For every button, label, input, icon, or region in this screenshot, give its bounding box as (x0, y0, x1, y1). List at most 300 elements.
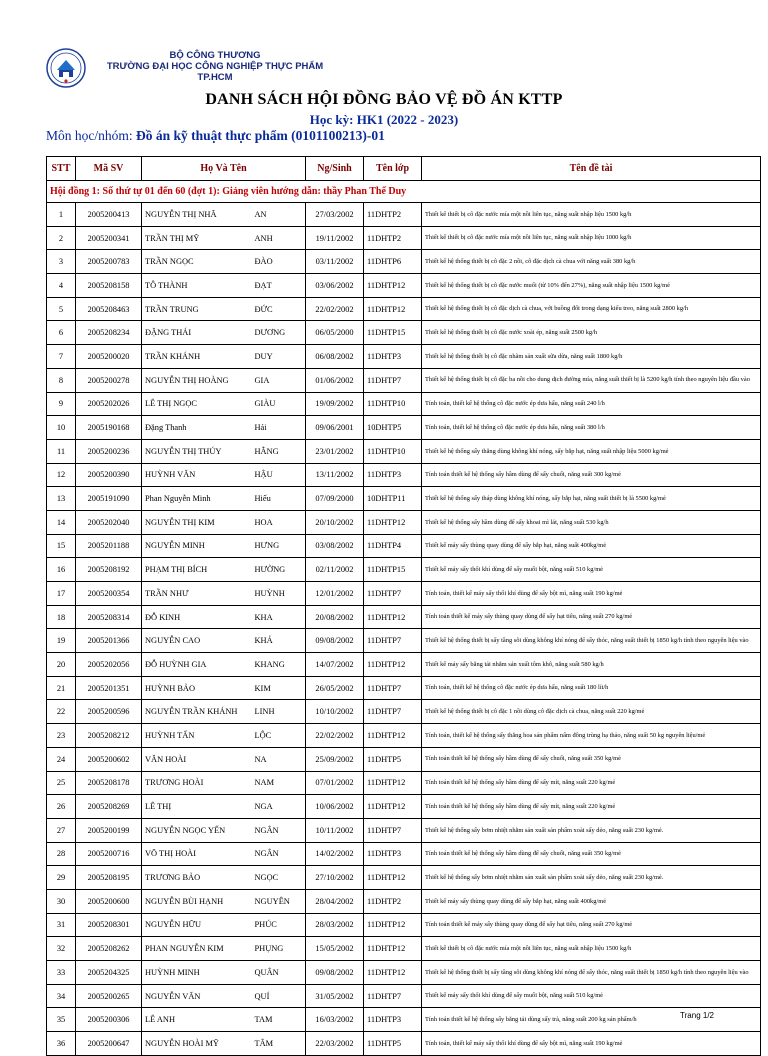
row-class: 11DHTP12 (364, 274, 422, 298)
row-given-name: NA (252, 747, 306, 771)
table-row (47, 250, 761, 274)
row-given-name: NAM (252, 771, 306, 795)
row-stt: 10 (47, 416, 76, 440)
row-dob: 23/01/2002 (306, 439, 364, 463)
row-given-name: HẬU (252, 463, 306, 487)
row-topic: Tính toán thiết kế hệ thống sấy hầm dùng để sấy mít, năng suất 220 kg/mẻ (422, 771, 761, 795)
row-stt: 8 (47, 368, 76, 392)
col-stt: STT (47, 157, 76, 181)
row-topic: Thiết kế hệ thống thiết bị cô đặc 1 nồi dùng cô đặc dịch cà chua, năng suất 220 kg/mẻ (422, 700, 761, 724)
document-title: DANH SÁCH HỘI ĐỒNG BẢO VỆ ĐỒ ÁN KTTP (205, 91, 563, 108)
row-topic: Thiết kế hệ thống thiết bị sấy tầng sôi dùng không khí nóng để sấy thóc, năng suất thiết bị 1850 kg/h tính theo nguyên liệu vào (422, 629, 761, 653)
row-student-id: 2005208158 (76, 274, 142, 298)
row-class: 11DHTP12 (364, 961, 422, 985)
row-stt: 31 (47, 913, 76, 937)
row-given-name: LỘC (252, 724, 306, 748)
row-student-id: 2005202026 (76, 392, 142, 416)
row-surname: ĐỖ HUỲNH GIA (142, 653, 252, 677)
row-given-name: LINH (252, 700, 306, 724)
row-student-id: 2005200306 (76, 1008, 142, 1032)
row-surname: HUỲNH TẤN (142, 724, 252, 748)
row-given-name: HUỲNH (252, 582, 306, 606)
table-row (47, 203, 761, 227)
row-class: 11DHTP12 (364, 795, 422, 819)
row-student-id: 2005202056 (76, 653, 142, 677)
table-row (47, 984, 761, 1008)
row-dob: 22/02/2002 (306, 297, 364, 321)
row-given-name: HƯỜNG (252, 558, 306, 582)
row-stt: 16 (47, 558, 76, 582)
organization-header (95, 50, 335, 83)
row-surname: TÔ THÀNH (142, 274, 252, 298)
col-ngsinh: Ng/Sinh (306, 157, 364, 181)
row-stt: 22 (47, 700, 76, 724)
row-stt: 12 (47, 463, 76, 487)
row-given-name: TÂM (252, 1032, 306, 1056)
table-row (47, 345, 761, 369)
row-given-name: KHẢ (252, 629, 306, 653)
row-student-id: 2005208301 (76, 913, 142, 937)
row-stt: 34 (47, 984, 76, 1008)
row-surname: LÊ ANH (142, 1008, 252, 1032)
col-de-tai: Tên đề tài (422, 157, 761, 181)
row-given-name: ĐÀO (252, 250, 306, 274)
course-value: Đồ án kỹ thuật thực phẩm (0101100213)-01 (136, 128, 385, 143)
row-student-id: 2005208178 (76, 771, 142, 795)
table-row (47, 392, 761, 416)
row-topic: Thiết kế hệ thống thiết bị cô đặc ba nồi cho dung dịch đường mía, năng suất thiết bị là 5200 kg/h tính theo nguyên liệu đầu vào (422, 368, 761, 392)
col-ma-sv: Mã SV (76, 157, 142, 181)
table-row (47, 463, 761, 487)
row-class: 11DHTP12 (364, 605, 422, 629)
row-student-id: 2005200354 (76, 582, 142, 606)
row-dob: 03/08/2002 (306, 534, 364, 558)
table-row (47, 700, 761, 724)
row-given-name: HOA (252, 510, 306, 534)
row-surname: NGUYỄN HỮU (142, 913, 252, 937)
row-dob: 06/05/2000 (306, 321, 364, 345)
row-student-id: 2005200390 (76, 463, 142, 487)
row-surname: HUỲNH VĂN (142, 463, 252, 487)
row-surname: TRƯƠNG HOÀI (142, 771, 252, 795)
row-surname: TRẦN THỊ MỸ (142, 226, 252, 250)
row-given-name: NGỌC (252, 866, 306, 890)
row-dob: 09/08/2002 (306, 961, 364, 985)
table-row (47, 226, 761, 250)
row-class: 11DHTP2 (364, 226, 422, 250)
row-surname: TRẦN NHƯ (142, 582, 252, 606)
row-student-id: 2005201351 (76, 676, 142, 700)
row-dob: 01/06/2002 (306, 368, 364, 392)
row-given-name: GIÀU (252, 392, 306, 416)
row-topic: Thiết kế thiết bị cô đặc nước mía một nồi liên tục, năng suất nhập liệu 1500 kg/h (422, 203, 761, 227)
row-topic: Tính toán, thiết kế hệ thống cô đặc nước ép dưa hấu, năng suất 180 lít/h (422, 676, 761, 700)
row-class: 11DHTP2 (364, 203, 422, 227)
row-dob: 16/03/2002 (306, 1008, 364, 1032)
row-given-name: KHANG (252, 653, 306, 677)
row-given-name: NGÂN (252, 818, 306, 842)
row-topic: Thiết kế thiết bị cô đặc nước mía một nồi liên tục, năng suất nhập liệu 1000 kg/h (422, 226, 761, 250)
row-surname: VÕ THỊ HOÀI (142, 842, 252, 866)
row-surname: NGUYỄN TRẦN KHÁNH (142, 700, 252, 724)
row-surname: NGUYỄN THỊ HOÀNG (142, 368, 252, 392)
row-class: 11DHTP12 (364, 510, 422, 534)
table-row (47, 605, 761, 629)
row-student-id: 2005201366 (76, 629, 142, 653)
row-class: 11DHTP6 (364, 250, 422, 274)
row-student-id: 2005200199 (76, 818, 142, 842)
row-dob: 27/10/2002 (306, 866, 364, 890)
row-surname: ĐỖ KINH (142, 605, 252, 629)
row-class: 11DHTP7 (364, 629, 422, 653)
row-dob: 25/09/2002 (306, 747, 364, 771)
row-student-id: 2005208195 (76, 866, 142, 890)
row-stt: 14 (47, 510, 76, 534)
row-dob: 14/07/2002 (306, 653, 364, 677)
row-student-id: 2005200278 (76, 368, 142, 392)
row-surname: LÊ THỊ NGỌC (142, 392, 252, 416)
university-name: TRƯỜNG ĐẠI HỌC CÔNG NGHIỆP THỰC PHẨM TP.HCM (106, 61, 324, 83)
row-topic: Tính toán, thiết kế hệ thống cô đặc nước ép dưa hấu, năng suất 240 l/h (422, 392, 761, 416)
row-student-id: 2005200783 (76, 250, 142, 274)
table-row (47, 582, 761, 606)
row-student-id: 2005200602 (76, 747, 142, 771)
row-dob: 02/11/2002 (306, 558, 364, 582)
row-class: 11DHTP5 (364, 747, 422, 771)
row-class: 11DHTP12 (364, 724, 422, 748)
row-surname: VĂN HOÀI (142, 747, 252, 771)
row-stt: 4 (47, 274, 76, 298)
row-surname: NGUYỄN VĂN (142, 984, 252, 1008)
row-given-name: QUÂN (252, 961, 306, 985)
row-topic: Thiết kế hệ thống thiết bị sấy tầng sôi dùng không khí nóng để sấy thóc, năng suất thiết bị 1850 kg/h tính theo nguyên liệu vào (422, 961, 761, 985)
col-ho-ten: Họ Và Tên (142, 157, 306, 181)
table-row (47, 368, 761, 392)
row-dob: 22/03/2002 (306, 1032, 364, 1056)
row-topic: Tính toán thiết kế máy sấy thùng quay dùng để sấy hạt tiêu, năng suất 270 kg/mẻ (422, 913, 761, 937)
row-dob: 10/10/2002 (306, 700, 364, 724)
row-dob: 09/08/2002 (306, 629, 364, 653)
row-topic: Thiết kế hệ thống thiết bị cô đặc 2 nồi, cô đặc dịch cà chua với năng suất 380 kg/h (422, 250, 761, 274)
row-stt: 32 (47, 937, 76, 961)
row-class: 11DHTP3 (364, 842, 422, 866)
row-surname: TRƯƠNG BẢO (142, 866, 252, 890)
table-row (47, 297, 761, 321)
row-topic: Thiết kế hệ thống thiết bị cô đặc nước xoài ép, năng suất 2500 kg/h (422, 321, 761, 345)
row-student-id: 2005204325 (76, 961, 142, 985)
col-lop: Tên lớp (364, 157, 422, 181)
row-given-name: KIM (252, 676, 306, 700)
row-given-name: Hải (252, 416, 306, 440)
row-surname: PHẠM THỊ BÍCH (142, 558, 252, 582)
row-dob: 10/11/2002 (306, 818, 364, 842)
row-topic: Tính toán thiết kế hệ thống sấy hầm dùng để sấy chuối, năng suất 300 kg/mẻ (422, 463, 761, 487)
row-surname: ĐẶNG THÁI (142, 321, 252, 345)
row-student-id: 2005208463 (76, 297, 142, 321)
row-given-name: ĐỨC (252, 297, 306, 321)
row-stt: 1 (47, 203, 76, 227)
row-dob: 19/11/2002 (306, 226, 364, 250)
row-topic: Thiết kế hệ thống sấy bơm nhiệt nhằm sản xuất sản phẩm xoài sấy dẻo, năng suất 230 kg/mẻ. (422, 866, 761, 890)
table-row (47, 487, 761, 511)
row-student-id: 2005208314 (76, 605, 142, 629)
row-surname: PHAN NGUYỄN KIM (142, 937, 252, 961)
row-class: 11DHTP12 (364, 866, 422, 890)
row-student-id: 2005200236 (76, 439, 142, 463)
row-student-id: 2005202040 (76, 510, 142, 534)
row-dob: 10/06/2002 (306, 795, 364, 819)
row-dob: 03/06/2002 (306, 274, 364, 298)
table-row (47, 558, 761, 582)
row-given-name: HẰNG (252, 439, 306, 463)
row-class: 11DHTP7 (364, 984, 422, 1008)
row-topic: Tính toán thiết kế hệ thống sấy hầm dùng để sấy chuối, năng suất 350 kg/mẻ (422, 842, 761, 866)
row-surname: LÊ THỊ (142, 795, 252, 819)
row-surname: NGUYỄN THỊ KIM (142, 510, 252, 534)
table-row (47, 937, 761, 961)
row-class: 11DHTP12 (364, 937, 422, 961)
table-row (47, 818, 761, 842)
row-stt: 5 (47, 297, 76, 321)
row-class: 11DHTP15 (364, 558, 422, 582)
row-stt: 33 (47, 961, 76, 985)
table-row (47, 724, 761, 748)
course-line (46, 128, 385, 144)
row-given-name: ANH (252, 226, 306, 250)
row-student-id: 2005191090 (76, 487, 142, 511)
row-given-name: PHÚC (252, 913, 306, 937)
row-dob: 19/09/2002 (306, 392, 364, 416)
row-given-name: AN (252, 203, 306, 227)
row-class: 10DHTP11 (364, 487, 422, 511)
row-stt: 29 (47, 866, 76, 890)
row-dob: 28/03/2002 (306, 913, 364, 937)
table-row (47, 510, 761, 534)
table-row (47, 747, 761, 771)
row-given-name: NGA (252, 795, 306, 819)
row-class: 11DHTP3 (364, 345, 422, 369)
row-dob: 13/11/2002 (306, 463, 364, 487)
row-class: 11DHTP7 (364, 582, 422, 606)
row-given-name: Hiếu (252, 487, 306, 511)
row-stt: 25 (47, 771, 76, 795)
row-given-name: TAM (252, 1008, 306, 1032)
row-surname: NGUYỄN THỊ THÚY (142, 439, 252, 463)
row-class: 11DHTP12 (364, 771, 422, 795)
row-dob: 22/02/2002 (306, 724, 364, 748)
row-dob: 09/06/2001 (306, 416, 364, 440)
row-topic: Thiết kế hệ thống thiết bị cô đặc dịch cà chua, với buồng đốt trong dạng kiểu treo, năng suất 2800 kg/h (422, 297, 761, 321)
row-given-name: NGÂN (252, 842, 306, 866)
row-stt: 13 (47, 487, 76, 511)
table-row (47, 1008, 761, 1032)
table-row (47, 795, 761, 819)
university-logo-icon (46, 48, 86, 88)
row-stt: 7 (47, 345, 76, 369)
row-given-name: QUÍ (252, 984, 306, 1008)
row-given-name: DƯƠNG (252, 321, 306, 345)
row-topic: Thiết kế máy sấy thổi khí dùng để sấy muối bột, năng suất 510 kg/mẻ (422, 558, 761, 582)
row-topic: Tính toán thiết kế hệ thống sấy băng tải dùng sấy trà, năng suất 200 kg sản phẩm/h (422, 1008, 761, 1032)
row-class: 11DHTP12 (364, 913, 422, 937)
row-topic: Thiết kế thiết bị cô đặc nước mía một nồi liên tục, năng suất nhập liệu 1500 kg/h (422, 937, 761, 961)
row-class: 11DHTP2 (364, 889, 422, 913)
row-dob: 26/05/2002 (306, 676, 364, 700)
row-stt: 19 (47, 629, 76, 653)
row-topic: Thiết kế hệ thống thiết bị cô đặc nước muối (từ 10% đến 27%), năng suất nhập liệu 1500 kg/mẻ (422, 274, 761, 298)
row-dob: 27/03/2002 (306, 203, 364, 227)
table-header-row (47, 157, 761, 181)
row-dob: 20/10/2002 (306, 510, 364, 534)
row-student-id: 2005208212 (76, 724, 142, 748)
row-dob: 07/09/2000 (306, 487, 364, 511)
row-surname: HUỲNH MINH (142, 961, 252, 985)
row-stt: 15 (47, 534, 76, 558)
row-student-id: 2005208234 (76, 321, 142, 345)
row-class: 11DHTP5 (364, 1032, 422, 1056)
table-row (47, 961, 761, 985)
row-surname: NGUYỄN BÙI HẠNH (142, 889, 252, 913)
row-topic: Tính toán thiết kế hệ thống sấy hầm dùng để sấy mít, năng suất 220 kg/mẻ (422, 795, 761, 819)
row-student-id: 2005190168 (76, 416, 142, 440)
row-topic: Tính toán, thiết kế máy sấy thổi khí dùng để sấy bột mì, năng suất 190 kg/mẻ (422, 1032, 761, 1056)
row-student-id: 2005200020 (76, 345, 142, 369)
row-given-name: KHA (252, 605, 306, 629)
row-student-id: 2005200265 (76, 984, 142, 1008)
row-student-id: 2005208262 (76, 937, 142, 961)
table-row (47, 842, 761, 866)
row-dob: 03/11/2002 (306, 250, 364, 274)
table-row (47, 866, 761, 890)
row-stt: 24 (47, 747, 76, 771)
academic-term: Học kỳ: HK1 (2022 - 2023) (309, 112, 459, 127)
student-table (46, 156, 761, 1056)
row-given-name: DUY (252, 345, 306, 369)
row-class: 10DHTP5 (364, 416, 422, 440)
row-stt: 20 (47, 653, 76, 677)
row-topic: Tính toán, thiết kế hệ thống sấy thăng hoa sản phẩm nấm đông trùng hạ thảo, năng suất 50 kg nguyên liệu/mẻ (422, 724, 761, 748)
row-stt: 36 (47, 1032, 76, 1056)
row-stt: 35 (47, 1008, 76, 1032)
row-surname: Đặng Thanh (142, 416, 252, 440)
row-student-id: 2005200716 (76, 842, 142, 866)
row-given-name: HƯNG (252, 534, 306, 558)
table-row (47, 653, 761, 677)
row-stt: 26 (47, 795, 76, 819)
row-stt: 18 (47, 605, 76, 629)
table-row (47, 534, 761, 558)
table-row (47, 274, 761, 298)
row-class: 11DHTP7 (364, 368, 422, 392)
row-topic: Thiết kế hệ thống sấy tháp dùng không khí nóng, sấy bắp hạt, năng suất thiết bị là 5500 kg/mẻ (422, 487, 761, 511)
row-student-id: 2005200413 (76, 203, 142, 227)
row-dob: 07/01/2002 (306, 771, 364, 795)
row-surname: TRẦN KHÁNH (142, 345, 252, 369)
row-topic: Tính toán, thiết kế hệ thống cô đặc nước ép dưa hấu, năng suất 380 l/h (422, 416, 761, 440)
course-label: Môn học/nhóm: (46, 128, 133, 143)
row-stt: 3 (47, 250, 76, 274)
page-number: Trang 1/2 (680, 1011, 714, 1020)
ministry-name: BỘ CÔNG THƯƠNG (169, 50, 261, 61)
row-dob: 31/05/2002 (306, 984, 364, 1008)
row-surname: HUỲNH BẢO (142, 676, 252, 700)
row-surname: NGUYỄN CAO (142, 629, 252, 653)
row-student-id: 2005208192 (76, 558, 142, 582)
row-topic: Thiết kế máy sấy băng tải nhằm sản xuất tôm khô, năng suất 580 kg/h (422, 653, 761, 677)
row-dob: 15/05/2002 (306, 937, 364, 961)
table-row (47, 771, 761, 795)
row-surname: NGUYỄN NGỌC YẾN (142, 818, 252, 842)
row-stt: 9 (47, 392, 76, 416)
row-given-name: PHỤNG (252, 937, 306, 961)
row-topic: Tính toán thiết kế máy sấy thùng quay dùng để sấy hạt tiêu, năng suất 270 kg/mẻ (422, 605, 761, 629)
row-stt: 11 (47, 439, 76, 463)
row-dob: 20/08/2002 (306, 605, 364, 629)
row-topic: Thiết kế máy sấy thùng quay dùng để sấy bắp hạt, năng suất 400kg/mẻ (422, 534, 761, 558)
row-topic: Tính toán, thiết kế máy sấy thổi khí dùng để sấy bột mì, năng suất 190 kg/mẻ (422, 582, 761, 606)
row-given-name: ĐẠT (252, 274, 306, 298)
row-dob: 06/08/2002 (306, 345, 364, 369)
row-student-id: 2005200600 (76, 889, 142, 913)
row-class: 11DHTP3 (364, 1008, 422, 1032)
row-stt: 27 (47, 818, 76, 842)
row-student-id: 2005208269 (76, 795, 142, 819)
row-surname: NGUYỄN MINH (142, 534, 252, 558)
row-topic: Tính toán thiết kế hệ thống sấy hầm dùng để sấy chuối, năng suất 350 kg/mẻ (422, 747, 761, 771)
row-class: 11DHTP10 (364, 392, 422, 416)
board-label: Hội đồng 1: Số thứ tự 01 đến 60 (đợt 1): Giảng viên hướng dẫn: thầy Phan Thế Duy (47, 181, 761, 203)
row-stt: 30 (47, 889, 76, 913)
row-surname: Phan Nguyễn Minh (142, 487, 252, 511)
row-surname: TRẦN NGỌC (142, 250, 252, 274)
row-topic: Thiết kế hệ thống sấy bơm nhiệt nhằm sản xuất sản phẩm xoài sấy dẻo, năng suất 230 kg/mẻ. (422, 818, 761, 842)
row-stt: 23 (47, 724, 76, 748)
row-given-name: NGUYÊN (252, 889, 306, 913)
row-class: 11DHTP7 (364, 700, 422, 724)
row-topic: Thiết kế hệ thống thiết bị cô đặc nhãm sản xuất sữa dừa, năng suất 1800 kg/h (422, 345, 761, 369)
row-dob: 12/01/2002 (306, 582, 364, 606)
table-row (47, 416, 761, 440)
board-row (47, 181, 761, 203)
row-surname: NGUYỄN HOÀI MỸ (142, 1032, 252, 1056)
table-row (47, 321, 761, 345)
row-student-id: 2005200647 (76, 1032, 142, 1056)
row-topic: Thiết kế hệ thống sấy thăng dùng không khí nóng, sấy bắp hạt, năng suất nhập liệu 5000 kg/mẻ (422, 439, 761, 463)
row-stt: 21 (47, 676, 76, 700)
row-student-id: 2005201188 (76, 534, 142, 558)
row-stt: 6 (47, 321, 76, 345)
table-row (47, 889, 761, 913)
row-class: 11DHTP10 (364, 439, 422, 463)
row-topic: Thiết kế hệ thống sấy hầm dùng để sấy khoai mì lát, năng suất 530 kg/h (422, 510, 761, 534)
row-stt: 2 (47, 226, 76, 250)
row-dob: 14/02/2002 (306, 842, 364, 866)
row-topic: Thiết kế máy sấy thổi khí dùng để sấy muối bột, năng suất 510 kg/mẻ (422, 984, 761, 1008)
row-class: 11DHTP3 (364, 463, 422, 487)
row-student-id: 2005200596 (76, 700, 142, 724)
row-stt: 28 (47, 842, 76, 866)
row-surname: NGUYỄN THỊ NHÃ (142, 203, 252, 227)
row-dob: 28/04/2002 (306, 889, 364, 913)
table-row (47, 439, 761, 463)
table-row (47, 629, 761, 653)
row-class: 11DHTP12 (364, 653, 422, 677)
row-surname: TRẦN TRUNG (142, 297, 252, 321)
row-class: 11DHTP4 (364, 534, 422, 558)
table-row (47, 913, 761, 937)
row-class: 11DHTP7 (364, 818, 422, 842)
row-stt: 17 (47, 582, 76, 606)
